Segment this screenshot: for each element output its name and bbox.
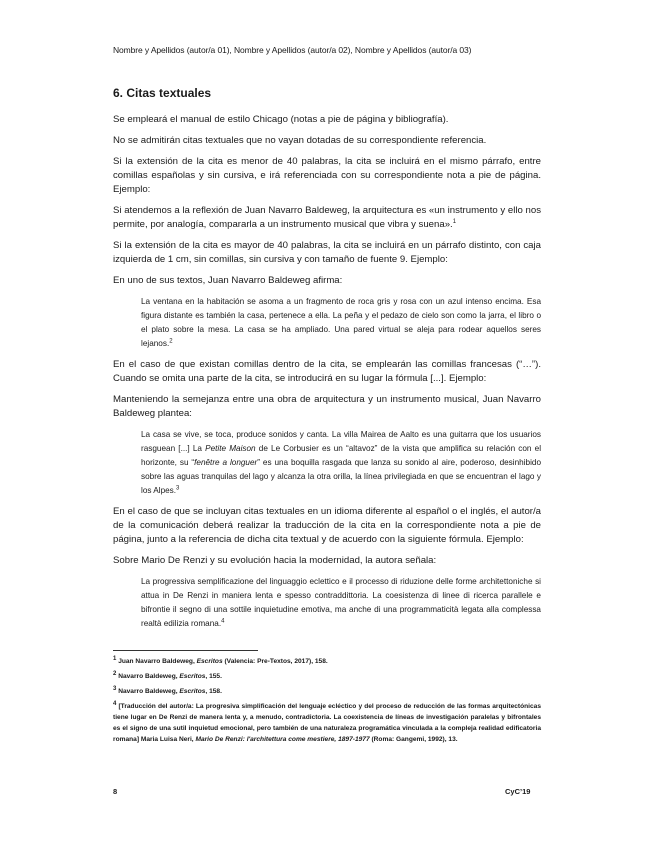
footnote-text: Juan Navarro Baldeweg, xyxy=(118,658,197,665)
block-quote xyxy=(141,575,541,631)
footnote-ref[interactable]: 4 xyxy=(221,618,225,625)
footnote-ref[interactable]: 1 xyxy=(452,218,457,225)
paragraph: En uno de sus textos, Juan Navarro Baldeweg afirma: xyxy=(113,275,343,286)
footnote-number: 4 xyxy=(113,700,117,707)
quote-text: ” es una boquilla rasgada que lanza su sonido al aire, poderoso, desinhibido sobre las aguas tranquilas del lago y alcanza la otra orilla, la línea privilegiada en que se encuentran el lago y los Alpes. xyxy=(141,458,542,495)
quote-text: La ventana en la habitación se asoma a un fragmento de roca gris y rosa con un azul intenso encima. Esa figura distante es también la casa, pertenece a ella. La peña y el pedazo de cielo son como la jarra, el libro o el plato sobre la mesa. La casa se ha ampliado. Una pared virtual se aleja para rodear aquellos seres lejanos. xyxy=(141,297,541,348)
paragraph: Si la extensión de la cita es mayor de 40 palabras, la cita se incluirá en un párrafo distinto, con caja izquierda de 1 cm, sin comillas, sin cursiva y con tamaño de fuente 9. Ejemplo: xyxy=(113,240,541,265)
footnotes xyxy=(113,656,541,749)
footnote-title: Mario De Renzi: l'architettura come mestiere, 1897-1977 xyxy=(195,736,370,743)
footnote-divider xyxy=(113,650,258,651)
footnote-number: 1 xyxy=(113,655,117,662)
paragraph: Si la extensión de la cita es menor de 40 palabras, la cita se incluirá en el mismo párrafo, entre comillas españolas y sin cursiva, e irá referenciada con su correspondiente nota a pie de página. Ejemplo: xyxy=(113,156,541,195)
footnote-text: Navarro Baldeweg, xyxy=(118,688,180,695)
paragraph: En el caso de que existan comillas dentro de la cita, se emplearán las comillas francesas (“…”). Cuando se omita una parte de la cita, se introducirá en su lugar la fórmula [...]. Ejemplo: xyxy=(113,359,541,384)
footnote-number: 2 xyxy=(113,670,117,677)
footnote-title: Escritos xyxy=(179,688,206,695)
footnote-text: (Valencia: Pre-Textos, 2017), 158. xyxy=(222,658,328,665)
footnote-ref[interactable]: 2 xyxy=(169,338,173,345)
journal-mark: CyC’19 xyxy=(505,787,531,796)
block-quote xyxy=(141,295,541,351)
footnote-text: , 158. xyxy=(205,688,222,695)
paragraph-with-note xyxy=(113,204,541,232)
paragraph: Sobre Mario De Renzi y su evolución hacia la modernidad, la autora señala: xyxy=(113,555,437,566)
footnote-text: (Roma: Gangemi, 1992), 13. xyxy=(369,736,458,743)
footnote xyxy=(113,686,541,697)
footnote xyxy=(113,656,541,667)
footnote-text: Navarro Baldeweg, xyxy=(118,673,180,680)
paragraph: Manteniendo la semejanza entre una obra de arquitectura y un instrumento musical, Juan Navarro Baldeweg plantea: xyxy=(113,394,541,419)
paragraph: No se admitirán citas textuales que no vayan dotadas de su correspondiente referencia. xyxy=(113,135,487,146)
footnote xyxy=(113,701,541,745)
page-number: 8 xyxy=(113,787,118,796)
footnote-title: Escritos xyxy=(196,658,223,665)
paragraph-text: Si atendemos a la reflexión de Juan Navarro Baldeweg, la arquitectura es «un instrumento y ello nos permite, por analogía, compararla a un instrumento musical que vibra y suena». xyxy=(113,205,541,230)
quote-italic: fenêtre a longuer xyxy=(194,458,258,467)
footnote-text: [Traducción del autor/a: La progresiva simplificación del lenguaje ecléctico y del proceso de reducción de las formas arquitectónicas tiene lugar en De Renzi de manera lenta y, a menudo, contradictoria. La coexistencia de líneas de investigación paralelas y bifrontales es el signo de una sutil inquietud emocional, pero también de una naturaleza programática vinculada a la compleja realidad edificatoria romana] Maria Luisa Neri, xyxy=(113,703,541,743)
quote-text: La progressiva semplificazione del linguaggio eclettico e il processo di riduzione delle forme architettoniche si attua in De Renzi in maniera lenta e spesso contraddittoria. La coesistenza di linee di ricerca parallele e bifrontie il segno di una sottile inquietudine emotiva, ma anche di una programmaticità legata alla complessa realtà edilizia romana. xyxy=(141,577,541,628)
quote-italic: Petite Maison xyxy=(205,444,256,453)
running-header: Nombre y Apellidos (autor/a 01), Nombre y Apellidos (autor/a 02), Nombre y Apellidos (autor/a 03) xyxy=(113,45,472,55)
footnote-number: 3 xyxy=(113,685,117,692)
paragraph: En el caso de que se incluyan citas textuales en un idioma diferente al español o el inglés, el autor/a de la comunicación deberá realizar la traducción de la cita en la correspondiente nota a pie de página, junto a la referencia de dicha cita textual y de acuerdo con la siguiente fórmula. Ejemplo: xyxy=(113,506,541,545)
paragraph: Se empleará el manual de estilo Chicago (notas a pie de página y bibliografía). xyxy=(113,114,449,125)
block-quote xyxy=(141,428,541,498)
quote-text: de Le Corbusier es un “altavoz” de la vista que amplifica su relación con el horizonte, su “ xyxy=(141,444,542,467)
quote-text: La casa se vive, se toca, produce sonidos y canta. La villa Mairea de Aalto es una guitarra que los usuarios rasguean [...] La xyxy=(141,430,541,453)
main-content xyxy=(113,86,541,638)
footnote xyxy=(113,671,541,682)
footnote-text: , 155. xyxy=(205,673,222,680)
footnote-title: Escritos xyxy=(179,673,206,680)
footnote-ref[interactable]: 3 xyxy=(176,485,180,492)
section-title: 6. Citas textuales xyxy=(113,86,212,100)
